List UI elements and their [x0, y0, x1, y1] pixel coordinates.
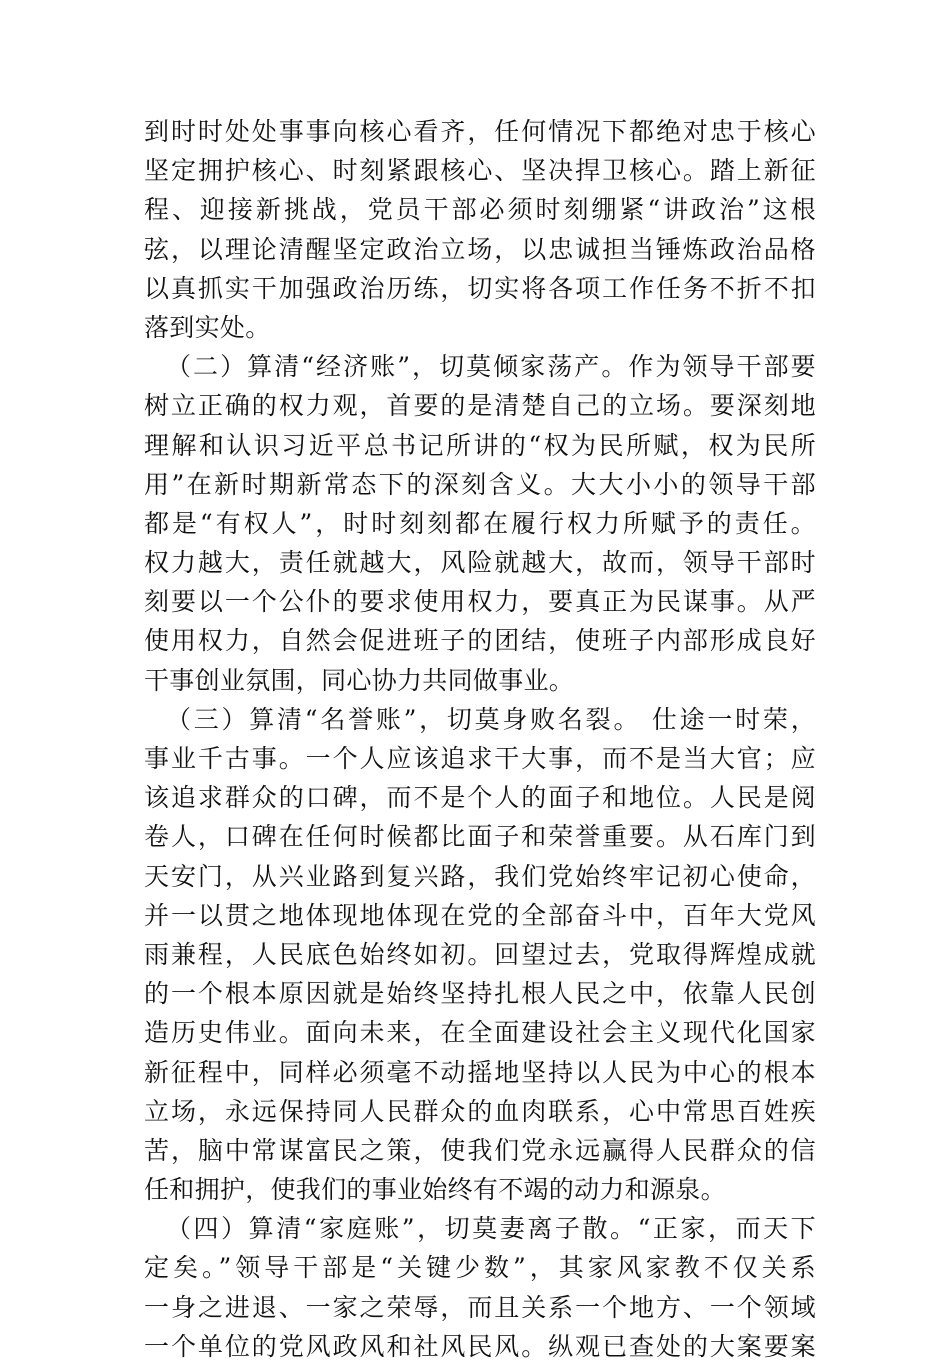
- text-line: 落到实处。: [144, 312, 271, 342]
- section-heading-line: （四）算清“家庭账”，切莫妻离子散。“正家，而天下: [166, 1214, 816, 1244]
- text-line: 卷人，口碑在任何时候都比面子和荣誉重要。从石库门到: [144, 822, 816, 852]
- section-heading-line: （二）算清“经济账”，切莫倾家荡产。作为领导干部要: [166, 352, 816, 382]
- text-line: 权力越大，责任就越大，风险就越大，故而，领导干部时: [144, 548, 816, 578]
- text-line: 该追求群众的口碑，而不是个人的面子和地位。人民是阅: [144, 783, 816, 813]
- section-heading-line: （三）算清“名誉账”，切莫身败名裂。 仕途一时荣，: [166, 704, 816, 734]
- text-line: 以真抓实干加强政治历练，切实将各项工作任务不折不扣: [144, 273, 816, 303]
- text-line: 弦，以理论清醒坚定政治立场，以忠诚担当锤炼政治品格: [144, 234, 816, 264]
- text-line: 新征程中，同样必须毫不动摇地坚持以人民为中心的根本: [144, 1057, 816, 1087]
- text-line: 雨兼程，人民底色始终如初。回望过去，党取得辉煌成就: [144, 939, 816, 969]
- text-line: 用”在新时期新常态下的深刻含义。大大小小的领导干部: [144, 469, 816, 499]
- text-line: 都是“有权人”，时时刻刻都在履行权力所赋予的责任。: [144, 508, 816, 538]
- text-line: 程、迎接新挑战，党员干部必须时刻绷紧“讲政治”这根: [144, 195, 816, 225]
- text-line: 到时时处处事事向核心看齐，任何情况下都绝对忠于核心: [144, 117, 816, 146]
- text-line: 坚定拥护核心、时刻紧跟核心、坚决捍卫核心。踏上新征: [144, 156, 816, 186]
- text-line: 干事创业氛围，同心协力共同做事业。: [144, 665, 575, 695]
- text-line: 使用权力，自然会促进班子的团结，使班子内部形成良好: [144, 626, 816, 656]
- text-line: 一个单位的党风政风和社风民风。纵观已查处的大案要案: [144, 1331, 816, 1361]
- text-line: 天安门，从兴业路到复兴路，我们党始终牢记初心使命，: [144, 861, 816, 891]
- text-line: 理解和认识习近平总书记所讲的“权为民所赋，权为民所: [144, 430, 816, 460]
- text-line: 并一以贯之地体现地体现在党的全部奋斗中，百年大党风: [144, 900, 816, 930]
- text-line: 一身之进退、一家之荣辱，而且关系一个地方、一个领域: [144, 1292, 816, 1322]
- text-line: 刻要以一个公仆的要求使用权力，要真正为民谋事。从严: [144, 587, 816, 617]
- text-line: 立场，永远保持同人民群众的血肉联系，心中常思百姓疾: [144, 1096, 816, 1126]
- text-line: 任和拥护，使我们的事业始终有不竭的动力和源泉。: [144, 1175, 726, 1205]
- text-line: 的一个根本原因就是始终坚持扎根人民之中，依靠人民创: [144, 979, 816, 1009]
- text-line: 定矣。”领导干部是“关键少数”，其家风家教不仅关系: [144, 1253, 816, 1283]
- text-line: 树立正确的权力观，首要的是清楚自己的立场。要深刻地: [144, 391, 816, 421]
- text-line: 苦，脑中常谋富民之策，使我们党永远赢得人民群众的信: [144, 1135, 816, 1165]
- text-line: 事业千古事。一个人应该追求干大事，而不是当大官；应: [144, 744, 816, 773]
- text-line: 造历史伟业。面向未来，在全面建设社会主义现代化国家: [144, 1018, 816, 1048]
- body-text: [144, 112, 816, 1366]
